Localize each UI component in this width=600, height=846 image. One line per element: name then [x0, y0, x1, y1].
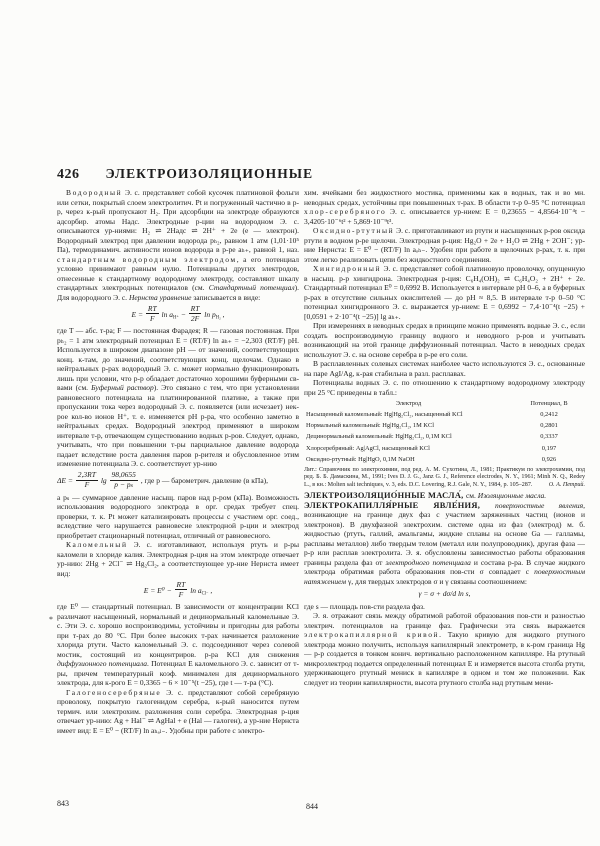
table-cell-potential: 0,926	[541, 455, 557, 463]
table-cell-electrode: Децинормальный каломельный: Hg|Hg₂Cl₂, 0,1М KCl	[306, 433, 452, 441]
entry-electrocapillary-phenomena: ЭЛЕКТРОКАПИЛЛЯ́РНЫЕ ЯВЛЕ́НИЯ, поверхностные явления, возникающие на границе двух фаз с участием заряженных частиц (ионов и электронов). В двухфазной электрохим. системе одна из фаз (электрод) м. б. жидкостью (ртуть, галлий, амальгамы, жидкие сплавы на основе Ga — галламы, расплавы металлов) либо твердым телом (металл или полупроводник), другая фаза — р-р или расплав электролита. Э. я. обусловлены зависимостью работы образования границы раздела фаз от электродного потенциала и состава р-ра. В случае жидкого электрода обратимая работа образования пов-сти σ совпадает с поверхностным натяжением γ, для твердых электродов σ и γ связаны соотношением:	[304, 500, 585, 586]
para-silver-halide-electrode: Галогеносеребряные Э. с. представляют собой серебряную проволоку, покрытую галогенидом серебра, к-рый наносится путем термич. или электрохим. разложения соли серебра. Электродная р-ция отвечает ур-нию: Ag + Hal⁻ ⇌ AgHal + e (Hal — галоген), а ур-ние Нернста имеет вид: E = E⁰ − (RT/F) ln aₕₐₗ₋. Удобны при работе с электро-	[57, 687, 299, 735]
table-row	[304, 433, 585, 441]
literature-text: Лит.: Справочник по электрохимии, под ред. А. М. Сухотина, Л., 1981; Практикум по электрохимии, под ред. Б. Б. Дамаскина, М., 1991; Ives D. J. G., Janz G. J., Reference electrodes, N. Y., 1961; Minh N. Q., Redey L., в кн.: Molten salt techniques, v. 3, eds. D.C. Lovering, R.J. Gale, N. Y., 1984, p. 105–287.	[304, 466, 585, 488]
column-number-right: 844	[306, 802, 318, 811]
table-cell-potential: 0,2412	[540, 411, 558, 418]
left-column	[57, 188, 299, 812]
table-row	[304, 411, 585, 419]
table-row	[304, 422, 585, 430]
formula-delta-e: ΔE = $\frac{2,3RT}{F}$ lg $\frac{98,0655}{\text{p − pₛ}}$ , где p — барометрич. давление (в кПа),	[57, 470, 269, 490]
table-cell-potential: 0,2801	[540, 422, 558, 430]
formula-nernst-hydrogen: E = $\frac{RT}{F}$ $\ln a_{H^+}$ − $\frac{RT}{2F}$ $\ln p_{H_2}$ ,	[131, 303, 225, 323]
table-row	[304, 445, 585, 453]
column-number-left: 843	[57, 799, 69, 808]
para-nonaqueous-media: При измерениях в неводных средах в принципе можно применять водные Э. с., если создать воспроизводимую границу водного и неводного р-ров и учитывать возникающий на этой границе диффузионный потенциал. Часто в неводных средах используют Э. с. на основе серебра в р-ре его соли.	[304, 321, 585, 359]
table-cell-electrode: Насыщенный каломельный: Hg|Hg₂Cl₂, насыщенный KCl	[306, 411, 463, 418]
margin-asterisk: *	[49, 615, 53, 624]
para-molten-salts: В расплавленных солевых системах наиболее часто используются Э. с., основанные на паре AgI/Ag, к-рая стабильна в разл. расплавах.	[304, 359, 585, 378]
para-electrocapillary-curve: Э. я. отражают связь между обратимой работой образования пов-сти и разностью электрич. потенциалов на границе фаз. Графически эта связь выражается электрокапиллярной кривой. Такую кривую для жидкого ртутного электрода можно получить, используя капиллярный электрометр, в к-ром граница Hg — р-р создается в тонком конич. вертикально расположенном капилляре. На ртутный микроэлектрод подается определенный потенциал E и измеряется высота столба ртути, удерживающего ртутный мениск в капилляре в одном и том же положении. Как следует из теории капиллярности, высота ртутного столба над ртутным мени-	[304, 611, 585, 687]
para-surface-area: где s — площадь пов-сти раздела фаз.	[304, 601, 425, 611]
entry-electroinsulating-oils: ЭЛЕКТРОИЗОЛЯЦИО́ННЫЕ МАСЛА́, см. Изоляционные масла.	[304, 491, 547, 501]
para-table-intro: Потенциалы водных Э. с. по отношению к стандартному водородному электроду при 25 °C приведены в табл.:	[304, 378, 585, 397]
page-number: 426	[57, 167, 80, 182]
table-cell-electrode: Нормальный каломельный: Hg|Hg₂Cl₂, 1М KCl	[306, 422, 435, 430]
table-cell-electrode: Хлорсеребряный: Ag|AgCl, насыщенный KCl	[306, 444, 430, 452]
table-header-row	[304, 400, 585, 408]
para-hydrogen-usage: где T — абс. т-ра; F — постоянная Фарадея; R — газовая постоянная. При pₕ₂ = 1 атм электродный потенциал E = (RT/F) ln aₕ₊ = −2,303 (RT/F) pH. Используется в широком диапазоне pH — от значений, соответствующих конц. к-там, до значений, соответствующих конц. щелочам. Однако в нейтральных р-рах водородный Э. с. может нормально функционировать лишь при условии, что р-р обладает достаточно хорошими буферными св-вами (см. Буферный раствор). Это связано с тем, что при установлении равновесного потенциала на платинированной платине, а также при пропускании тока через водородный Э. с. появляется (или исчезает) нек-рое кол-во ионов H⁺, т. е. изменяется pH р-ра, что особенно заметно в нейтральных средах. Водородный электрод применяют в широком интервале т-р, отвечающем существованию водных р-ров. Следует, однако, учитывать, что при повышении т-ры парциальное давление водорода падает вследствие роста давления паров р-рителя и обусловленное этим изменение потенциала Э. с. соответствует ур-нию	[57, 326, 299, 469]
para-hydrogen-electrode: Водородный Э. с. представляет собой кусочек платиновой фольги или сетки, покрытый слоем электролитич. Pt и погруженный частично в р-р, через к-рый пропускают H₂. При адсорбции на электроде образуются адсорбир. атомы Hадс. Электродные р-ции на водородном Э. с. описываются ур-ниями: H₂ ⇌ 2Hадс ⇌ 2H⁺ + 2e (e — электрон). Водородный электрод при давлении водорода pₕ₂, равном 1 атм (1,01·10⁵ Па), термодинамич. активности ионов водорода в р-ре aₕ₊, равной 1, наз. стандартным водородным электродом, а его потенциал условно принимают равным нулю. Потенциалы других электродов, отнесенные к стандартному водородному электроду, составляют шкалу стандартных электродных потенциалов (см. Стандартный потенциал). Для водородного Э. с. Нернста уравнение записывается в виде:	[57, 188, 299, 302]
table-cell-potential: 0,3337	[540, 433, 558, 441]
para-mercury-oxide-electrode: Оксидно-ртутный Э. с. приготавливают из ртути и насыщенных р-ров оксида ртути в водном р-ре щелочи. Электродная р-ция: Hg₂O + 2e + H₂O ⇌ 2Hg + 2OH⁻; ур-ние Нернста: E = E⁰ − (RT/F) ln aₒₕ₋. Удобен при работе в щелочных р-рах, т. к. при этом легко реализовать цепи без жидкостного соединения.	[304, 226, 585, 264]
para-silver-halide-continued: хим. ячейками без жидкостного мостика, применимы как в водных, так и во мн. неводных средах, устойчивы при повышенных т-рах. В области т-р 0–95 °C потенциал хлор-серебряного Э. с. описывается ур-нием: E = 0,23655 − 4,8564·10⁻⁴t − 3,4205·10⁻⁶t² + 5,869·10⁻⁹t³.	[304, 188, 585, 226]
author-signature: О. А. Петрий.	[548, 481, 585, 488]
literature-block	[304, 467, 585, 490]
potentials-table	[304, 400, 585, 464]
table-cell-potential: 0,197	[541, 444, 557, 452]
running-head	[57, 166, 314, 183]
table-header-electrode: Электрод	[395, 400, 422, 407]
para-calomel-properties: где E⁰ — стандартный потенциал. В зависимости от концентрации KCl различают насыщенный, нормальный и децинормальный каломельные Э. с. Эти Э. с. хорошо воспроизводимы, устойчивы и пригодны для работы при т-рах до 80 °C. При более высоких т-рах начинается разложение хлорида ртути. Часто каломельный Э. с. подсоединяют через солевой мостик, состоящий из концентриров. р-ра KCl для снижения диффузионного потенциала. Потенциал E каломельного Э. с. зависит от т-ры, причем температурный коэф. минимален для децинормального электрода, для к-рого E = 0,3365 − 6 × 10⁻⁵(t −25), где t — т-ра (°C).	[57, 602, 299, 688]
para-vapor-pressure: а pₛ — суммарное давление насыщ. паров над р-ром (кПа). Возможность использования водородного электрода в орг. средах требует спец. проверки, т. к. Pt может катализировать процессы с участием орг. соед., вследствие чего нарушается равновесие электродной р-ции и электрод приобретает стационарный потенциал, отличный от равновесного.	[57, 492, 299, 540]
para-calomel-electrode: Каломельный Э. с. изготавливают, используя ртуть и р-ры каломели в хлориде калия. Электродная р-ция на этом электроде отвечает ур-нию: 2Hg + 2Cl⁻ ⇌ Hg₂Cl₂, а соответствующее ур-ние Нернста имеет вид:	[57, 540, 299, 578]
running-title: ЭЛЕКТРОИЗОЛЯЦИОННЫЕ	[105, 166, 314, 181]
para-quinhydrone-electrode: Хингидронный Э. с. представляет собой платиновую проволочку, опущенную в насыщ. р-р хингидрона. Электродная р-ция: C₆H₄(OH)₂ ⇌ C₆H₄O₂ + 2H⁺ + 2e. Стандартный потенциал E⁰ = 0,6992 В. Используется в интервале pH 0–6, а в буферных р-рах в отсутствие сильных окислителей — до pH ≈ 8,5. В интервале т-р 0–50 °C потенциал хингидронного Э. с. выражается ур-нием: E = 0,6992 − 7,4·10⁻⁴(t −25) + [0,0591 + 2·10⁻⁴(t −25)] lg aₕ₊.	[304, 264, 585, 321]
table-header-potential: Потенциал, В	[530, 400, 568, 407]
formula-nernst-calomel: E = E⁰ − $\frac{RT}{F}$ $\ln a_{Cl^-}$ ,	[143, 579, 213, 599]
table-cell-electrode: Оксидно-ртутный: Hg|HgO, 0,1М NaOH	[306, 455, 415, 463]
right-column	[304, 188, 585, 812]
formula-gamma-sigma: γ = σ + dσ/d ln s,	[418, 588, 471, 598]
table-row	[304, 456, 585, 464]
